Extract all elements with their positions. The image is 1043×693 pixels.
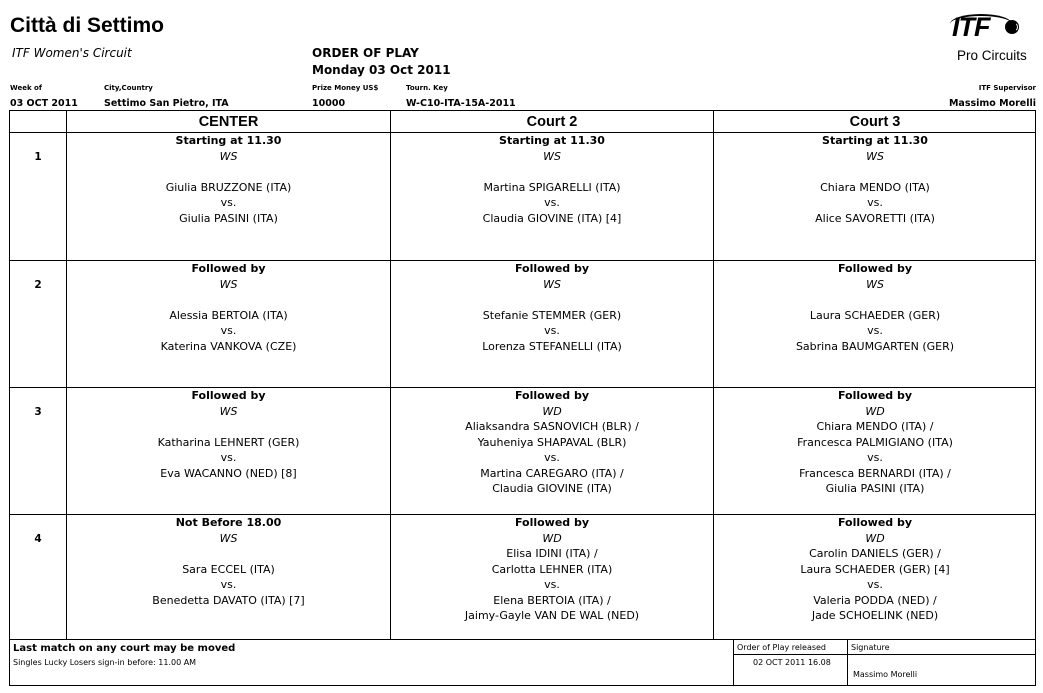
player-name: Sara ECCEL (ITA) [182, 562, 275, 576]
match-time: Followed by [514, 389, 590, 402]
player-name: Jaimy-Gayle VAN DE WAL (NED) [464, 609, 640, 622]
row-number: 3 [34, 406, 42, 418]
tourn-key-label: Tourn. Key [406, 84, 448, 92]
player-name: Claudia GIOVINE (ITA) [4] [482, 211, 622, 225]
match-cell [67, 388, 390, 514]
match-time: Starting at 11.30 [175, 134, 282, 147]
player-name: Stefanie STEMMER (GER) [482, 308, 622, 322]
player-name [714, 164, 1036, 180]
player-name: Laura SCHAEDER (GER) [4] [800, 562, 950, 576]
event-code: WS [219, 277, 238, 291]
player-name [391, 292, 713, 308]
match-cell [391, 133, 713, 259]
player-name: Chiara MENDO (ITA) / [816, 420, 934, 433]
event-code: WD [865, 404, 885, 418]
match-time: Followed by [514, 516, 590, 529]
event-code: WD [542, 404, 562, 418]
player-name: Giulia BRUZZONE (ITA) [165, 180, 292, 194]
logo-itf-text: ITF [952, 12, 990, 42]
order-of-play-grid [9, 110, 1036, 640]
match-cell [714, 388, 1036, 514]
versus-text: vs. [220, 324, 237, 337]
row-number: 1 [34, 151, 42, 163]
player-name: Martina SPIGARELLI (ITA) [483, 180, 621, 194]
tournament-title: Città di Settimo [10, 14, 165, 37]
event-code: WS [219, 404, 238, 418]
court-header-3: Court 3 [849, 114, 901, 130]
match-time: Followed by [191, 389, 266, 402]
match-cell [391, 515, 713, 641]
match-cell [67, 133, 390, 259]
versus-text: vs. [220, 196, 237, 209]
player-name: Lorenza STEFANELLI (ITA) [482, 339, 622, 353]
match-cell [391, 261, 713, 387]
versus-text: vs. [220, 578, 237, 591]
match-time: Followed by [837, 389, 913, 402]
released-value: 02 OCT 2011 16.08 [753, 658, 831, 667]
logo-pro-text: Pro Circuits [957, 48, 1027, 63]
player-name: Francesca BERNARDI (ITA) / [799, 466, 951, 480]
footer-note-lucky-losers: Singles Lucky Losers sign-in before: 11.00 AM [13, 658, 197, 667]
player-name: Alice SAVORETTI (ITA) [815, 211, 935, 225]
row-number: 4 [34, 533, 42, 545]
player-name: Eva WACANNO (NED) [8] [160, 466, 297, 480]
player-name: Sabrina BAUMGARTEN (GER) [795, 339, 955, 353]
player-name [391, 164, 713, 180]
released-label: Order of Play released [737, 643, 827, 652]
versus-text: vs. [544, 578, 560, 591]
match-cell [391, 388, 713, 514]
signature-label: Signature [851, 643, 890, 652]
player-name: Carolin DANIELS (GER) / [809, 547, 941, 560]
supervisor-label: ITF Supervisor [978, 84, 1036, 92]
player-name: Katharina LEHNERT (GER) [157, 435, 300, 449]
play-date: Monday 03 Oct 2011 [312, 63, 451, 77]
player-name [67, 292, 390, 308]
circuit-subtitle: ITF Women's Circuit [12, 46, 132, 60]
supervisor-value: Massimo Morelli [948, 98, 1036, 109]
city-label: City,Country [104, 84, 153, 92]
event-code: WD [865, 531, 885, 545]
player-name: Valeria PODDA (NED) / [813, 593, 937, 607]
footer [9, 640, 1036, 686]
signature-value: Massimo Morelli [853, 670, 918, 679]
event-code: WS [219, 531, 238, 545]
match-time: Starting at 11.30 [499, 134, 605, 147]
match-cell [714, 261, 1036, 387]
player-name: Katerina VANKOVA (CZE) [160, 339, 297, 353]
event-code: WS [866, 277, 884, 291]
footer-note-last-match: Last match on any court may be moved [13, 643, 236, 654]
player-name: Martina CAREGARO (ITA) / [480, 466, 624, 480]
prize-value: 10000 [312, 98, 346, 109]
match-cell [714, 133, 1036, 259]
event-code: WS [543, 277, 561, 291]
player-name [67, 419, 390, 435]
match-time: Followed by [514, 262, 590, 275]
event-code: WD [542, 531, 562, 545]
prize-label: Prize Money US$ [312, 84, 379, 92]
player-name: Carlotta LEHNER (ITA) [491, 562, 613, 576]
player-name: Alessia BERTOIA (ITA) [169, 308, 288, 322]
versus-text: vs. [544, 324, 560, 337]
row-number: 2 [34, 279, 42, 291]
event-code: WS [543, 149, 561, 163]
match-cell [714, 515, 1036, 641]
player-name [67, 164, 390, 180]
match-time: Followed by [837, 516, 913, 529]
versus-text: vs. [544, 451, 560, 464]
match-time: Starting at 11.30 [822, 134, 928, 147]
week-value: 03 OCT 2011 [10, 98, 78, 109]
match-time: Followed by [837, 262, 913, 275]
tourn-key-value: W-C10-ITA-15A-2011 [406, 98, 516, 109]
versus-text: vs. [544, 196, 560, 209]
match-cell [67, 515, 390, 641]
player-name: Giulia PASINI (ITA) [179, 211, 278, 225]
player-name: Benedetta DAVATO (ITA) [7] [152, 593, 305, 607]
player-name: Elisa IDINI (ITA) / [506, 547, 598, 560]
player-name: Jade SCHOELINK (NED) [811, 609, 939, 622]
order-of-play-heading: ORDER OF PLAY [312, 46, 419, 60]
city-value: Settimo San Pietro, ITA [104, 98, 229, 109]
versus-text: vs. [867, 578, 883, 591]
court-header-2: Court 2 [526, 114, 578, 130]
match-time: Followed by [191, 262, 266, 275]
player-name: Yauheniya SHAPAVAL (BLR) [477, 435, 627, 449]
player-name: Giulia PASINI (ITA) [825, 482, 925, 495]
itf-logo [950, 12, 1036, 68]
player-name [714, 292, 1036, 308]
player-name: Chiara MENDO (ITA) [820, 180, 930, 194]
player-name: Francesca PALMIGIANO (ITA) [797, 435, 953, 449]
versus-text: vs. [867, 324, 883, 337]
player-name: Claudia GIOVINE (ITA) [492, 482, 612, 495]
versus-text: vs. [867, 196, 883, 209]
versus-text: vs. [220, 451, 237, 464]
event-code: WS [219, 149, 238, 163]
player-name [67, 546, 390, 562]
tennis-ball-icon [1005, 20, 1019, 34]
court-header-center: CENTER [198, 114, 259, 130]
versus-text: vs. [867, 451, 883, 464]
match-time: Not Before 18.00 [175, 516, 282, 529]
player-name: Laura SCHAEDER (GER) [809, 308, 941, 322]
player-name: Elena BERTOIA (ITA) / [493, 593, 611, 607]
player-name: Aliaksandra SASNOVICH (BLR) / [465, 420, 639, 433]
match-cell [67, 261, 390, 387]
event-code: WS [866, 149, 884, 163]
week-label: Week of [10, 84, 42, 92]
